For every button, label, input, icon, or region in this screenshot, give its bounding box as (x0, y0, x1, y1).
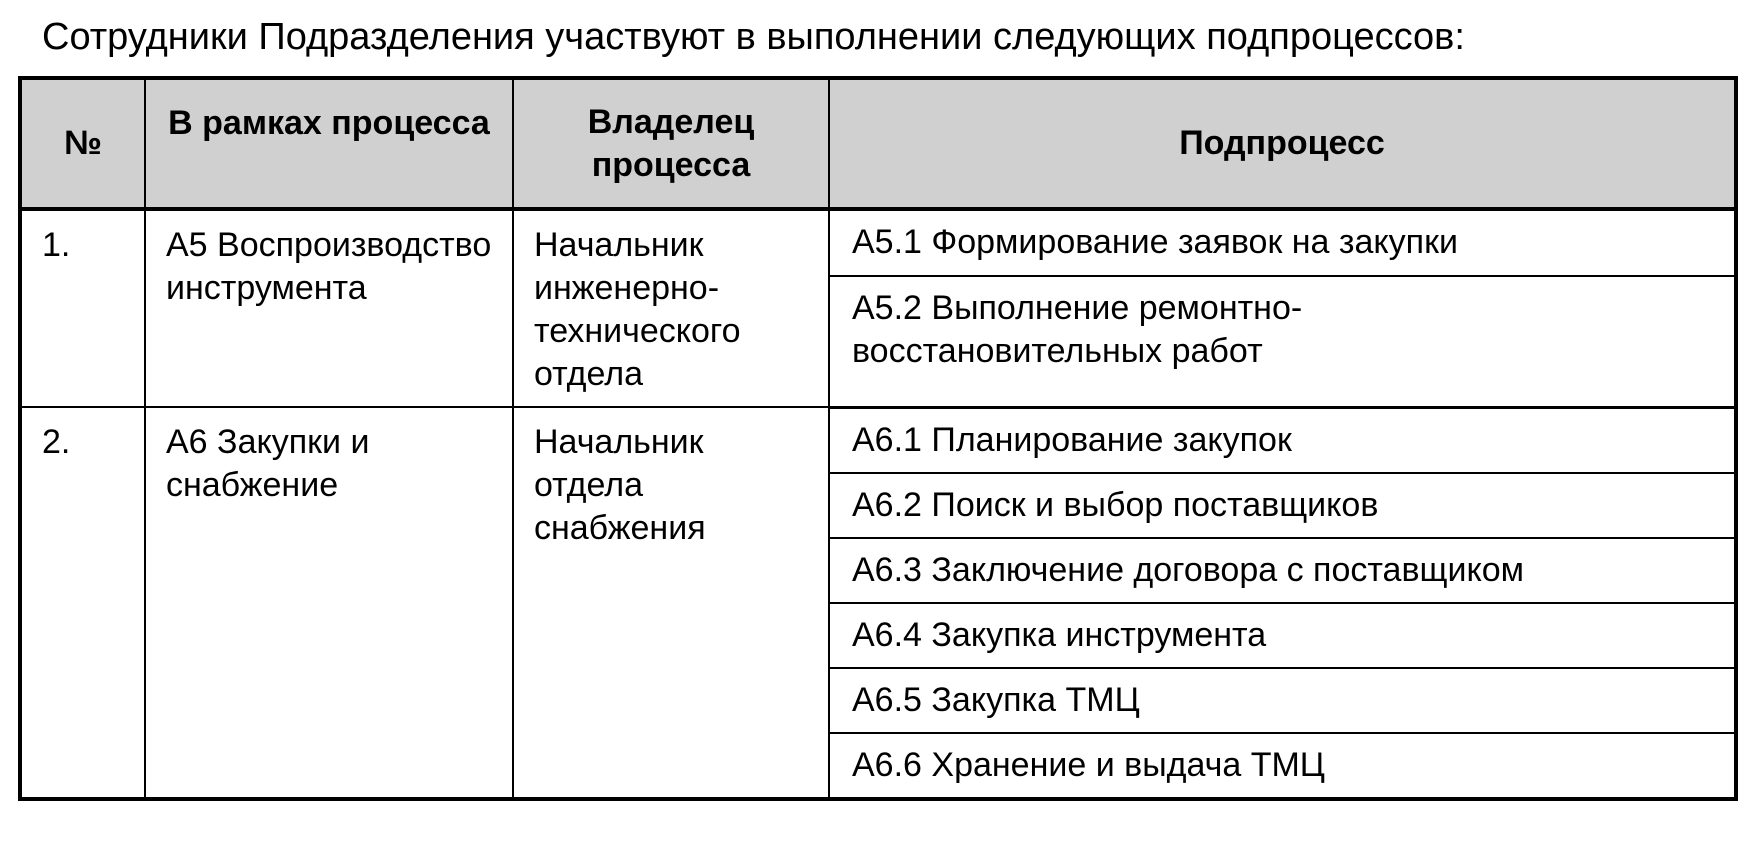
subprocess-cell: А6.2 Поиск и выбор поставщиков (829, 473, 1736, 538)
table-header-row (20, 78, 1736, 209)
row-number: 2. (20, 407, 145, 799)
header-subprocess: Подпроцесс (829, 78, 1736, 209)
process-name: А5 Воспроизводство инструмента (145, 209, 513, 407)
subprocess-cell: А6.3 Заключение договора с поставщиком (829, 538, 1736, 603)
process-owner: Начальник отдела снабжения (513, 407, 829, 799)
subprocess-cell: А6.6 Хранение и выдача ТМЦ (829, 733, 1736, 799)
subprocess-cell: А5.2 Выполнение ремонтно- восстановительных работ (829, 276, 1736, 407)
header-owner: Владелец процесса (513, 78, 829, 209)
subprocess-cell: А5.1 Формирование заявок на закупки (829, 209, 1736, 276)
process-owner: Начальник инженерно- технического отдела (513, 209, 829, 407)
table-row (20, 209, 1736, 276)
intro-text: Сотрудники Подразделения участвуют в выполнении следующих подпроцессов: (42, 16, 1465, 58)
process-name: А6 Закупки и снабжение (145, 407, 513, 799)
header-number: № (20, 78, 145, 209)
subprocess-cell: А6.1 Планирование закупок (829, 407, 1736, 473)
table-row (20, 407, 1736, 473)
subprocess-table (18, 76, 1738, 801)
subprocess-cell: А6.5 Закупка ТМЦ (829, 668, 1736, 733)
header-process: В рамках процесса (145, 78, 513, 209)
subprocess-cell: А6.4 Закупка инструмента (829, 603, 1736, 668)
row-number: 1. (20, 209, 145, 407)
